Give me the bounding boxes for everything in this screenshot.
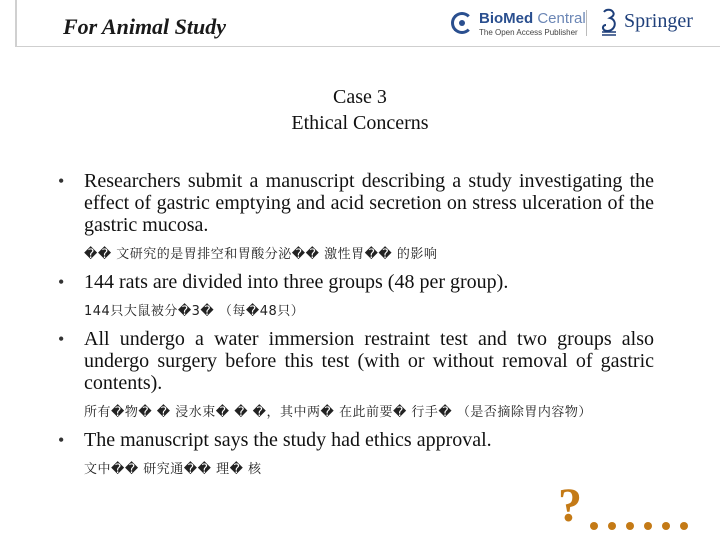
bullet-text-zh: �� 文研究的是胃排空和胃酸分泌�� 激性胃�� 的影响	[84, 247, 438, 262]
biomed-name-light: Central	[533, 10, 586, 27]
question-mark-icon: ?	[558, 479, 582, 532]
biomed-tagline: The Open Access Publisher	[479, 28, 578, 37]
bullet-text-zh: 文中�� 研究通�� 理� 核	[84, 462, 262, 477]
bullet-item	[58, 271, 654, 322]
bullet-text-en: Researchers submit a manuscript describing a study investigating the effect of gastric emptying and acid secretion on stress ulceration of the gastric mucosa.	[84, 170, 654, 236]
bullet-text-en: 144 rats are divided into three groups (48 per group).	[84, 271, 509, 293]
header-title: For Animal Study	[63, 14, 227, 39]
bullet-marker: •	[58, 272, 65, 292]
bullet-text-en: All undergo a water immersion restraint test and two groups also undergo surgery before this test (with or without removal of gastric contents).	[84, 328, 654, 394]
ellipsis-dot	[644, 522, 652, 530]
ellipsis-dot	[662, 522, 670, 530]
ellipsis-dot	[608, 522, 616, 530]
header-underline	[15, 46, 720, 47]
springer-logo	[598, 8, 698, 38]
question-decoration	[558, 479, 698, 532]
ellipsis-dot	[590, 522, 598, 530]
slide-title	[0, 84, 720, 136]
ellipsis-dot	[626, 522, 634, 530]
springer-horse-icon	[598, 8, 620, 36]
bullet-text-zh: 所有�物� � 浸水束� � �，其中两� 在此前要� 行手� （是否摘除胃内容物）	[84, 405, 592, 420]
biomed-name-bold: BioMed	[479, 10, 534, 27]
bullet-item	[58, 328, 654, 423]
bullet-marker: •	[58, 329, 65, 349]
bullet-item	[58, 170, 654, 265]
bullet-marker: •	[58, 430, 65, 450]
bullet-list	[58, 170, 654, 486]
biomed-central-logo	[451, 9, 586, 39]
bullet-text-zh: 144只大鼠被分�3� （每�48只）	[84, 304, 305, 319]
biomed-name	[479, 10, 586, 27]
bullet-marker: •	[58, 171, 65, 191]
springer-name: Springer	[624, 10, 693, 32]
ellipsis-dot	[680, 522, 688, 530]
bullet-item	[58, 429, 654, 480]
biomed-dot-icon	[459, 20, 465, 26]
case-label: Case 3	[333, 86, 387, 108]
topic-title: Ethical Concerns	[291, 112, 429, 134]
bullet-text-en: The manuscript says the study had ethics approval.	[84, 429, 492, 451]
slide-header	[0, 0, 720, 46]
logo-separator	[586, 10, 587, 36]
header-left-rule	[15, 0, 17, 46]
